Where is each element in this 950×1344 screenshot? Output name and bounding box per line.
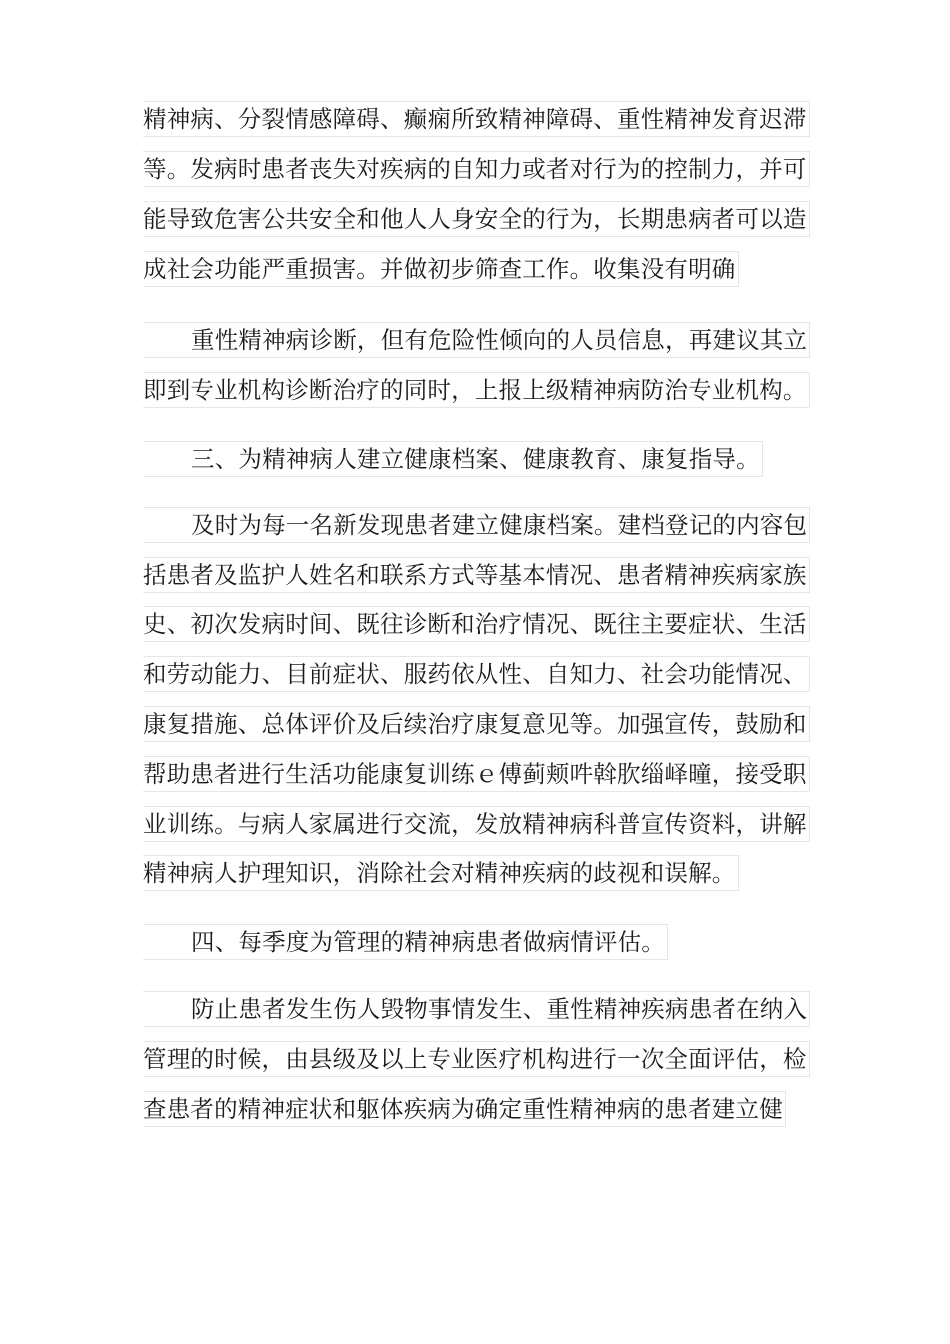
text-line: 重性精神病诊断，但有危险性倾向的人员信息，再建议其立 xyxy=(143,322,810,358)
text-line: 括患者及监护人姓名和联系方式等基本情况、患者精神疾病家族 xyxy=(143,557,810,593)
text-line: 即到专业机构诊断治疗的同时，上报上级精神病防治专业机构。 xyxy=(143,372,810,408)
text-line: 查患者的精神症状和躯体疾病为确定重性精神病的患者建立健 xyxy=(143,1091,786,1127)
text-line: 防止患者发生伤人毁物事情发生、重性精神疾病患者在纳入 xyxy=(143,991,810,1027)
text-line: 能导致危害公共安全和他人人身安全的行为，长期患病者可以造 xyxy=(143,201,810,237)
text-line: 精神病人护理知识，消除社会对精神疾病的歧视和误解。 xyxy=(143,855,739,891)
text-line: 等。发病时患者丧失对疾病的自知力或者对行为的控制力，并可 xyxy=(143,151,810,187)
text-line: 业训练。与病人家属进行交流，发放精神病科普宣传资料，讲解 xyxy=(143,806,810,842)
text-line: 及时为每一名新发现患者建立健康档案。建档登记的内容包 xyxy=(143,507,810,543)
section-heading: 三、为精神病人建立健康档案、健康教育、康复指导。 xyxy=(143,441,763,477)
text-line: 精神病、分裂情感障碍、癫痫所致精神障碍、重性精神发育迟滞 xyxy=(143,101,810,137)
text-line: 康复措施、总体评价及后续治疗康复意见等。加强宣传，鼓励和 xyxy=(143,706,810,742)
text-line: 帮助患者进行生活功能康复训练ｅ傅蓟颊吽斡肷缁峄曈，接受职 xyxy=(143,756,810,792)
text-line: 管理的时候，由县级及以上专业医疗机构进行一次全面评估，检 xyxy=(143,1041,810,1077)
text-line: 和劳动能力、目前症状、服药依从性、自知力、社会功能情况、 xyxy=(143,656,810,692)
text-line: 史、初次发病时间、既往诊断和治疗情况、既往主要症状、生活 xyxy=(143,606,810,642)
section-heading: 四、每季度为管理的精神病患者做病情评估。 xyxy=(143,924,668,960)
text-line: 成社会功能严重损害。并做初步筛查工作。收集没有明确 xyxy=(143,251,739,287)
